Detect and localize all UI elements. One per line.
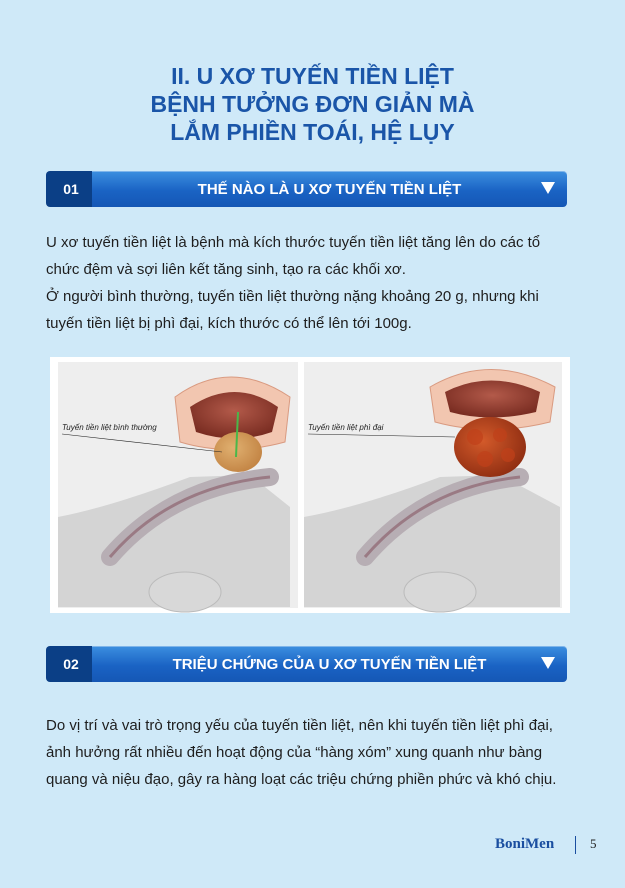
- section-1-text: [46, 229, 571, 337]
- anatomy-figure: [50, 357, 570, 613]
- paragraph: U xơ tuyến tiền liệt là bệnh mà kích thước tuyến tiền liệt tăng lên do các tổ chức đệm và sợi liên kết tăng sinh, tạo ra các khối xơ.: [46, 234, 541, 278]
- chevron-down-icon[interactable]: [541, 657, 555, 669]
- page-title: [0, 62, 625, 146]
- label-enlarged-prostate: Tuyến tiền liệt phì đại: [308, 423, 384, 432]
- enlarged-prostate-panel: [304, 362, 562, 612]
- section-header-2[interactable]: [46, 646, 567, 682]
- section-2-text: [46, 712, 571, 793]
- page-number: 5: [590, 836, 597, 851]
- brand-logo: BoniMen: [495, 836, 555, 852]
- title-line-2: BỆNH TƯỞNG ĐƠN GIẢN MÀ: [150, 91, 475, 117]
- label-normal-prostate: Tuyến tiền liệt bình thường: [62, 423, 157, 432]
- footer-divider: [575, 836, 576, 854]
- section-heading-2: TRIỆU CHỨNG CỦA U XƠ TUYẾN TIỀN LIỆT: [172, 655, 487, 673]
- chevron-down-icon[interactable]: [541, 182, 555, 194]
- paragraph: Ở người bình thường, tuyến tiền liệt thường nặng khoảng 20 g, nhưng khi tuyến tiền liệt bị phì đại, kích thước có thể lên tới 100g.: [46, 288, 539, 332]
- paragraph: Do vị trí và vai trò trọng yếu của tuyến tiền liệt, nên khi tuyến tiền liệt phì đại, ảnh hưởng rất nhiều đến hoạt động của “hàng xóm” xung quanh như bàng quang và niệu đạo, gây ra hàng loạt các triệu chứng phiền phức và khó chịu.: [46, 717, 557, 788]
- section-header-1[interactable]: [46, 171, 567, 207]
- section-number-1: 01: [46, 171, 96, 207]
- title-line-1: II. U XƠ TUYẾN TIỀN LIỆT: [171, 63, 454, 89]
- normal-prostate-panel: [58, 362, 298, 612]
- section-bar-1: [92, 171, 567, 207]
- section-number-2: 02: [46, 646, 96, 682]
- title-line-3: LẮM PHIỀN TOÁI, HỆ LỤY: [170, 119, 455, 145]
- section-heading-1: THẾ NÀO LÀ U XƠ TUYẾN TIỀN LIỆT: [197, 180, 462, 198]
- section-bar-2: [92, 646, 567, 682]
- prostate-illustration: [50, 357, 570, 613]
